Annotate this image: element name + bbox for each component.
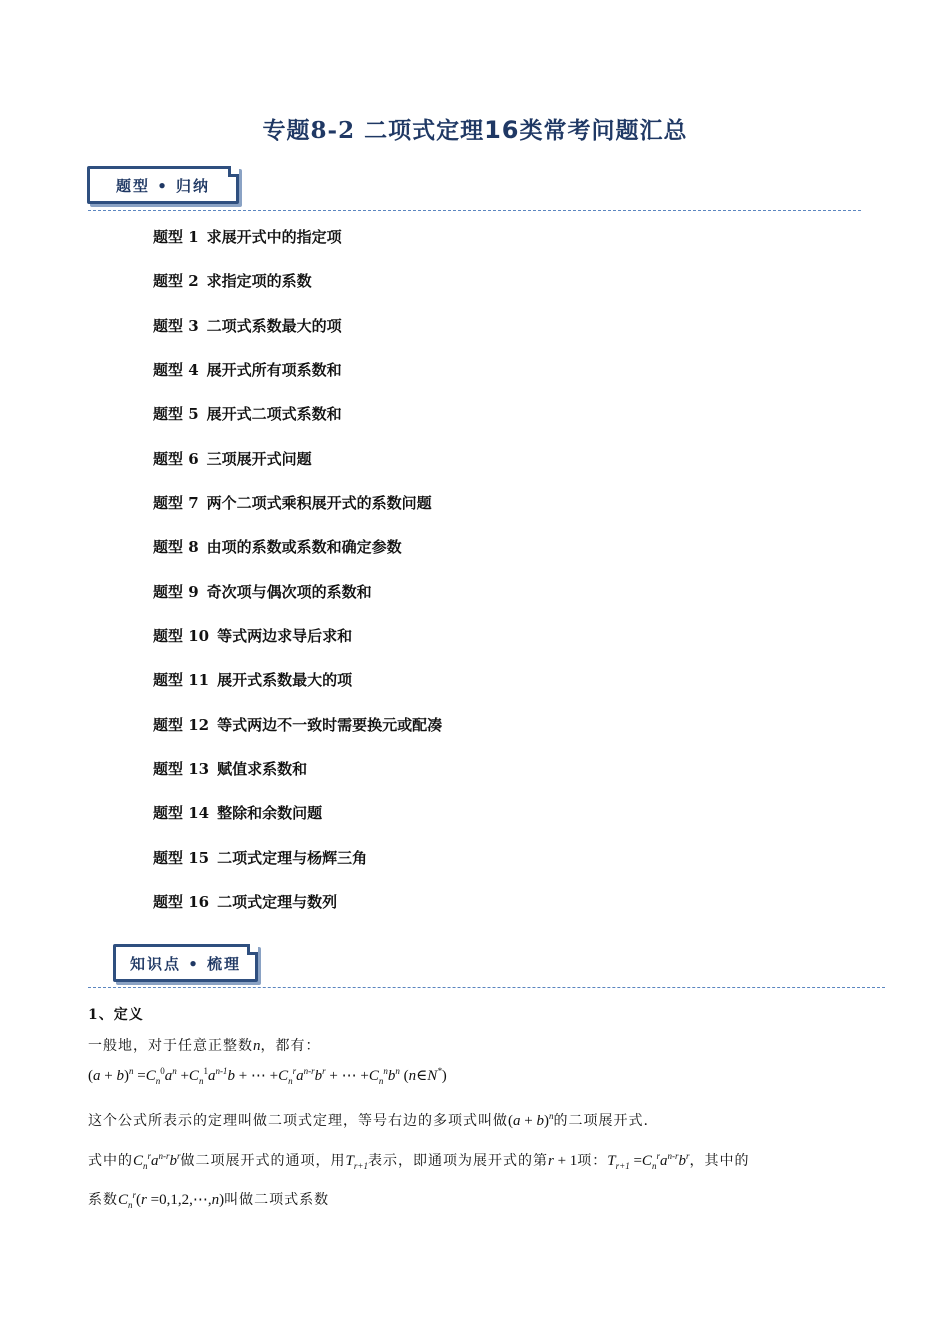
- list-item: 题型 7 两个二项式乘积展开式的系数问题: [153, 494, 432, 513]
- paragraph: 式中的$C_n^ra^{n-r}b^r$做二项展开式的通项，用$T_{r+1}$表示，即通项为展开式的第r + 1项：$T_{r+1} =C_n^ra^{n-r}b^r$，其中的: [88, 1151, 750, 1171]
- page-title: 专题8-2 二项式定理16类常考问题汇总: [262, 116, 688, 144]
- paragraph: 系数$C_n^r(r$ =0,1,2,⋯,n)叫做二项式系数: [88, 1190, 330, 1210]
- section-heading: 1、定义: [88, 1007, 144, 1023]
- divider: [88, 987, 885, 988]
- list-item: 题型 2 求指定项的系数: [153, 272, 312, 291]
- list-item: 题型 16 二项式定理与数列: [153, 893, 338, 912]
- section-tag-question-types: [87, 166, 239, 204]
- list-item: 题型 12 等式两边不一致时需要换元或配凑: [153, 715, 443, 734]
- list-item: 题型 14 整除和余数问题: [153, 804, 323, 823]
- divider: [88, 210, 861, 211]
- list-item: 题型 6 三项展开式问题: [153, 449, 312, 468]
- list-item: 题型 13 赋值求系数和: [153, 760, 308, 779]
- list-item: 题型 11 展开式系数最大的项: [153, 671, 353, 690]
- list-item: 题型 15 二项式定理与杨辉三角: [153, 848, 368, 867]
- list-item: 题型 10 等式两边求导后求和: [153, 627, 353, 646]
- paragraph: 这个公式所表示的定理叫做二项式定理，等号右边的多项式叫做$(a + b)^n$的二项展开式.: [88, 1111, 649, 1129]
- section-tag-knowledge: [113, 944, 258, 982]
- paragraph: 一般地，对于任意正整数n，都有：: [88, 1038, 321, 1054]
- list-item: 题型 9 奇次项与偶次项的系数和: [153, 582, 372, 601]
- question-type-list: [153, 226, 442, 936]
- list-item: 题型 1 求展开式中的指定项: [153, 228, 342, 246]
- section-tag-label: 知识点 • 梳理: [129, 954, 242, 973]
- binomial-formula: $(a + b)^n =C_n^0a^n +C_n^1a^{n-1}b$ + ⋯ $+C_n^ra^{n-r}b^r$ + ⋯ $+C_n^nb^n$ (n∈N*): [88, 1066, 447, 1086]
- list-item: 题型 4 展开式所有项系数和: [153, 361, 342, 380]
- list-item: 题型 8 由项的系数或系数和确定参数: [153, 538, 402, 557]
- section-tag-label: 题型 • 归纳: [115, 176, 211, 195]
- list-item: 题型 3 二项式系数最大的项: [153, 316, 342, 335]
- list-item: 题型 5 展开式二项式系数和: [153, 405, 342, 424]
